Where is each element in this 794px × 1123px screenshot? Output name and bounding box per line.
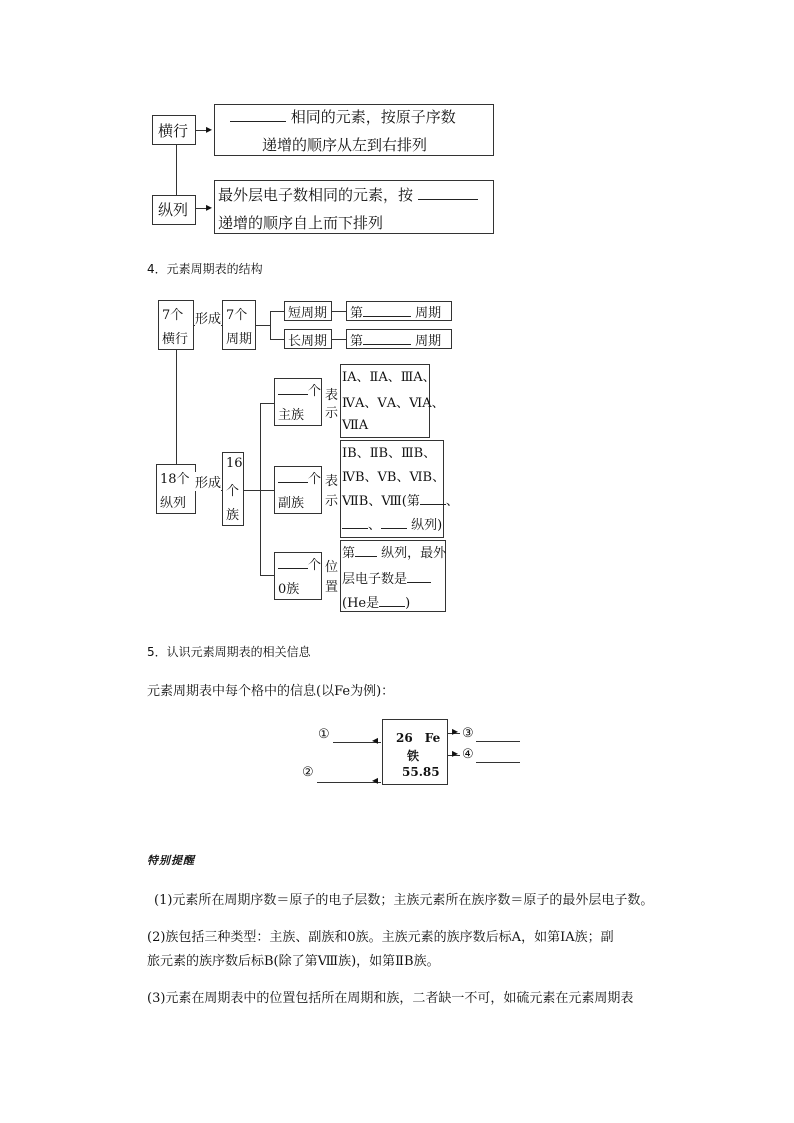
callout-3-arrow: ▸ bbox=[452, 724, 459, 738]
zero-zhi: 置 bbox=[325, 580, 339, 595]
row-desc-line2: 递增的顺序从左到右排列 bbox=[262, 136, 428, 154]
periods-branch-h bbox=[256, 325, 270, 326]
row-blank bbox=[230, 109, 286, 122]
callout-4-arrow: ▸ bbox=[452, 746, 459, 760]
sub-shi: 示 bbox=[325, 494, 339, 509]
zero-wei: 位 bbox=[325, 560, 339, 575]
callout-2: ② bbox=[302, 765, 314, 780]
periods7-line1: 7个 bbox=[226, 308, 248, 323]
main-label: 主族 bbox=[278, 408, 305, 423]
note-2a: (2)族包括三种类型：主族、副族和0族。主族元素的族序数后标A，如第ⅠA族；副 bbox=[147, 930, 614, 945]
top-connector bbox=[176, 145, 177, 195]
sub-list-1: ⅠB、ⅡB、ⅢB、 bbox=[342, 446, 437, 461]
callout-2-arrow: ◂ bbox=[372, 773, 379, 787]
sub-list-4: 、 纵列) bbox=[342, 514, 442, 533]
sub-label: 副族 bbox=[278, 496, 305, 511]
groups16-line1: 16 bbox=[226, 456, 243, 471]
callout-1-arrow: ◂ bbox=[372, 733, 379, 747]
col-label: 纵列 bbox=[158, 201, 189, 219]
callout-3-blank bbox=[476, 741, 520, 742]
col-desc-line2: 递增的顺序自上而下排列 bbox=[218, 214, 384, 232]
long-result: 第 周期 bbox=[350, 334, 442, 349]
groups-branch-h bbox=[244, 490, 260, 491]
zero-list-2: 层电子数是 bbox=[342, 568, 431, 587]
main-list-2: ⅣA、ⅤA、ⅥA、 bbox=[342, 396, 445, 411]
sub-list-2: ⅣB、ⅤB、ⅥB、 bbox=[342, 470, 446, 485]
callout-4: ④ bbox=[462, 747, 474, 762]
section4-title: 4．元素周期表的结构 bbox=[147, 262, 263, 276]
note-1: (1)元素所在周期序数＝原子的电子层数；主族元素所在族序数＝原子的最外层电子数。 bbox=[154, 893, 654, 908]
main-branch bbox=[260, 403, 274, 404]
long-label: 长周期 bbox=[288, 334, 328, 349]
long-dash bbox=[332, 339, 346, 340]
callout-4-blank bbox=[476, 762, 520, 763]
short-dash bbox=[332, 311, 346, 312]
zero-list-1: 第 纵列，最外 bbox=[342, 546, 447, 561]
sub-count: 个 bbox=[278, 468, 321, 487]
cols18-line2: 纵列 bbox=[160, 496, 187, 511]
rows7-line2: 横行 bbox=[162, 332, 189, 347]
col-blank bbox=[418, 187, 478, 200]
groups16-line3: 族 bbox=[226, 508, 240, 523]
sub-list-3: ⅦB、Ⅷ(第 、 bbox=[342, 494, 459, 509]
main-count: 个 bbox=[278, 380, 321, 399]
col-arrow-head: ▸ bbox=[206, 200, 213, 214]
row-label: 横行 bbox=[158, 122, 189, 140]
note-3: (3)元素在周期表中的位置包括所在周期和族，二者缺一不可，如硫元素在元素周期表 bbox=[147, 991, 634, 1006]
main-biao: 表 bbox=[325, 388, 339, 403]
notes-title: 特别提醒 bbox=[147, 854, 195, 867]
long-branch bbox=[270, 339, 284, 340]
cell-top: 26 Fe bbox=[396, 731, 441, 745]
rows7-line1: 7个 bbox=[162, 308, 184, 323]
main-list-1: ⅠA、ⅡA、ⅢA、 bbox=[342, 370, 436, 385]
main-shi: 示 bbox=[325, 406, 339, 421]
zero-count: 个 bbox=[278, 554, 321, 573]
groups16-line2: 个 bbox=[226, 484, 240, 499]
callout-3: ③ bbox=[462, 726, 474, 741]
main-list-3: ⅦA bbox=[342, 418, 369, 433]
section5-intro: 元素周期表中每个格中的信息(以Fe为例)： bbox=[147, 684, 395, 699]
short-result: 第 周期 bbox=[350, 306, 442, 321]
forms-label-1: 形成 bbox=[195, 308, 221, 327]
short-branch bbox=[270, 311, 284, 312]
zero-list-3: (He是 ) bbox=[342, 596, 411, 611]
note-2b: 旅元素的族序数后标B(除了第Ⅷ族)，如第ⅡB族。 bbox=[147, 954, 440, 969]
rows-cols-connector bbox=[176, 350, 177, 464]
section5-title: 5．认识元素周期表的相关信息 bbox=[147, 645, 311, 659]
row-desc-line1: 相同的元素，按原子序数 bbox=[230, 106, 456, 127]
periods7-line2: 周期 bbox=[226, 332, 253, 347]
cell-bottom: 55.85 bbox=[402, 765, 440, 779]
groups-branch-v bbox=[260, 403, 261, 575]
col-desc-line1: 最外层电子数相同的元素，按 bbox=[218, 184, 478, 205]
row-arrow-head: ▸ bbox=[206, 122, 213, 136]
callout-1: ① bbox=[318, 727, 330, 742]
forms-label-2: 形成 bbox=[195, 472, 221, 491]
zero-label: 0族 bbox=[278, 582, 300, 597]
cell-mid: 铁 bbox=[407, 749, 420, 763]
sub-branch bbox=[260, 490, 274, 491]
short-label: 短周期 bbox=[288, 306, 328, 321]
zero-branch bbox=[260, 575, 274, 576]
periods-branch-v bbox=[270, 311, 271, 339]
sub-biao: 表 bbox=[325, 474, 339, 489]
cols18-line1: 18个 bbox=[160, 472, 190, 487]
